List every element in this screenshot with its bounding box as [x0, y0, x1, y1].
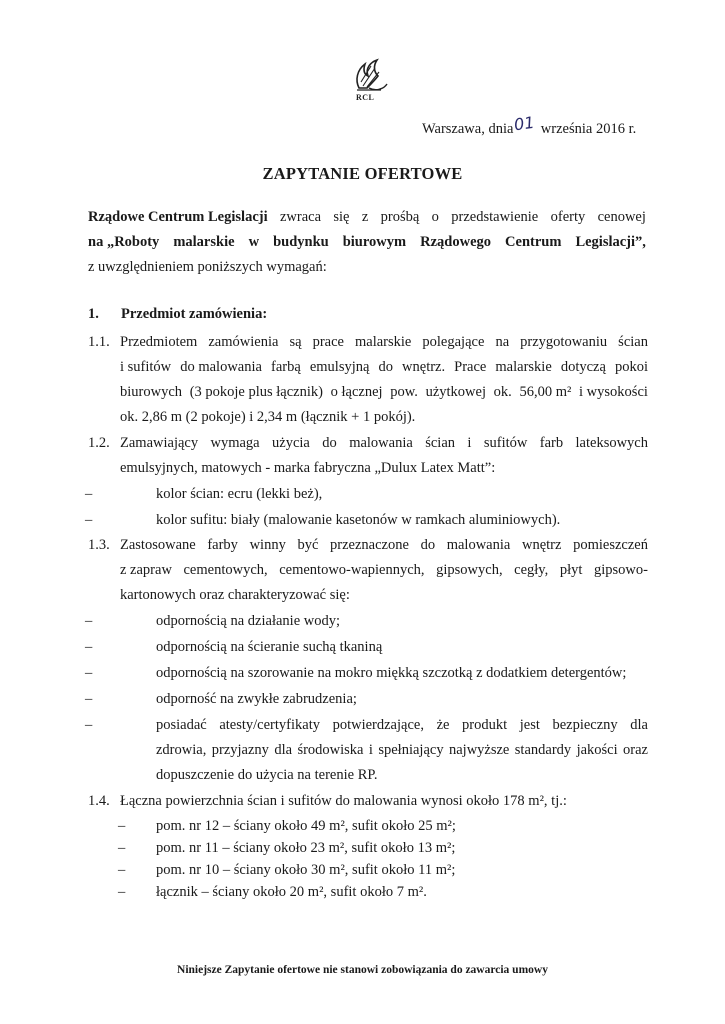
page-title: ZAPYTANIE OFERTOWE [262, 164, 463, 183]
list-item: – odpornością na ścieranie suchą tkaniną [85, 639, 383, 655]
text-line: kartonowych oraz charakteryzować się: [120, 587, 350, 603]
text-line: Przedmiotem zamówienia są prace malarskie polegające na przygotowaniu ścian [120, 334, 648, 350]
text-line: Zamawiający wymaga użycia do malowania ścian i sufitów farb lateksowych [120, 435, 648, 451]
point-1-3: 1.3. Zastosowane farby winny być przeznaczone do malowania wnętrz pomieszczeń z zapraw cementowych, cementowo-wapiennych, gipsowych, cegły, płyt gipsowo- kartonowych oraz charakteryzować się: – odpornością na działanie wody; – odpornością na ścieranie suchą tkaniną – odpornością na szorowanie na mokro miękką szczotką z dodatkiem detergentów; – odporność na zwykłe zabrudzenia; – posiadać atesty/certyfikaty potwierdzające, że produkt jest bezpieczny dla zdrowia, przyjazny dla środowiska i spełniający najwyższe standardy jakości oraz dopuszczenie do użycia na terenie RP. [88, 533, 648, 788]
intro-line-1: Rządowe Centrum Legislacji zwraca się z prośbą o przedstawienie oferty cenowej [88, 205, 646, 230]
list-item: – posiadać atesty/certyfikaty potwierdzające, że produkt jest bezpieczny dla zdrowia, przyjazny dla środowiska i spełniający najwyższe standardy jakości oraz dopuszczenie do użycia na terenie RP. [85, 713, 648, 788]
date-suffix: września 2016 r. [540, 121, 637, 137]
point-1-4: 1.4. Łączna powierzchnia ścian i sufitów do malowania wynosi około 178 m², tj.: – pom. nr 12 – ściany około 49 m², sufit około 25 m²; – pom. nr 11 – ściany około 23 m², sufit około 13 m²; – pom. nr 10 – ściany około 30 m², sufit około 11 m²; – łącznik – ściany około 20 m², sufit około 7 m². [88, 790, 648, 903]
text-line: posiadać atesty/certyfikaty potwierdzające, że produkt jest bezpieczny dla [156, 717, 648, 733]
text-line: i sufitów do malowania farbą emulsyjną do wnętrz. Prace malarskie dotyczą pokoi [120, 359, 648, 375]
point-1-2: 1.2. Zamawiający wymaga użycia do malowania ścian i sufitów farb lateksowych emulsyjnych, matowych - marka fabryczna „Dulux Latex Matt”: – kolor ścian: ecru (lekki beż), – kolor sufitu: biały (malowanie kasetonów w ramkach aluminiowych). [88, 431, 648, 533]
text-line: z zapraw cementowych, cementowo-wapiennych, gipsowych, cegły, płyt gipsowo- [120, 562, 648, 578]
rcl-logo [345, 58, 395, 108]
list-item: – odporność na zwykłe zabrudzenia; [85, 691, 357, 707]
date-day-handwritten: 01 [513, 112, 537, 135]
text-line: emulsyjnych, matowych - marka fabryczna „Dulux Latex Matt”: [120, 460, 496, 476]
list-item: – łącznik – ściany około 20 m², sufit około 7 m². [118, 884, 427, 900]
logo-text: RCL [356, 93, 375, 102]
list-item: – odpornością na szorowanie na mokro miękką szczotką z dodatkiem detergentów; [85, 665, 627, 681]
list-item: – kolor sufitu: biały (malowanie kasetonów w ramkach aluminiowych). [85, 512, 561, 528]
text-line: biurowych (3 pokoje plus łącznik) o łącznej pow. użytkowej ok. 56,00 m² i wysokości [120, 384, 648, 400]
list-item: – odpornością na działanie wody; [85, 613, 341, 629]
text-line: ok. 2,86 m (2 pokoje) i 2,34 m (łącznik + 1 pokój). [120, 409, 416, 425]
point-1-1: 1.1. Przedmiotem zamówienia są prace malarskie polegające na przygotowaniu ścian i sufitów do malowania farbą emulsyjną do wnętrz. Prace malarskie dotyczą pokoi biurowych (3 pokoje plus łącznik) o łącznej pow. użytkowej ok. 56,00 m² i wysokości ok. 2,86 m (2 pokoje) i 2,34 m (łącznik + 1 pokój). [88, 330, 648, 430]
eagle-quill-icon [345, 58, 395, 94]
text-line: Zastosowane farby winny być przeznaczone do malowania wnętrz pomieszczeń [120, 537, 648, 553]
list-item: – pom. nr 12 – ściany około 49 m², sufit około 25 m²; [118, 818, 456, 834]
text-line: dopuszczenie do użycia na terenie RP. [156, 767, 378, 783]
list-item: – pom. nr 11 – ściany około 23 m², sufit około 13 m²; [118, 840, 456, 856]
intro-line-3: z uwzględnieniem poniższych wymagań: [88, 259, 327, 275]
text-line: zdrowia, przyjazny dla środowiska i spełniający najwyższe standardy jakości oraz [156, 742, 648, 758]
section-1-heading: 1. Przedmiot zamówienia: [88, 306, 268, 322]
intro-paragraph [88, 205, 646, 280]
date-line [422, 112, 637, 138]
org-name: Rządowe Centrum Legislacji [88, 209, 268, 225]
date-prefix: Warszawa, dnia [422, 121, 514, 137]
footer-note: Niniejsze Zapytanie ofertowe nie stanowi zobowiązania do zawarcia umowy [177, 964, 548, 976]
list-item: – pom. nr 10 – ściany około 30 m², sufit około 11 m²; [118, 862, 456, 878]
list-item: – kolor ścian: ecru (lekki beż), [85, 486, 323, 502]
intro-line-2: na „Roboty malarskie w budynku biurowym Rządowego Centrum Legislacji”, [88, 234, 646, 250]
